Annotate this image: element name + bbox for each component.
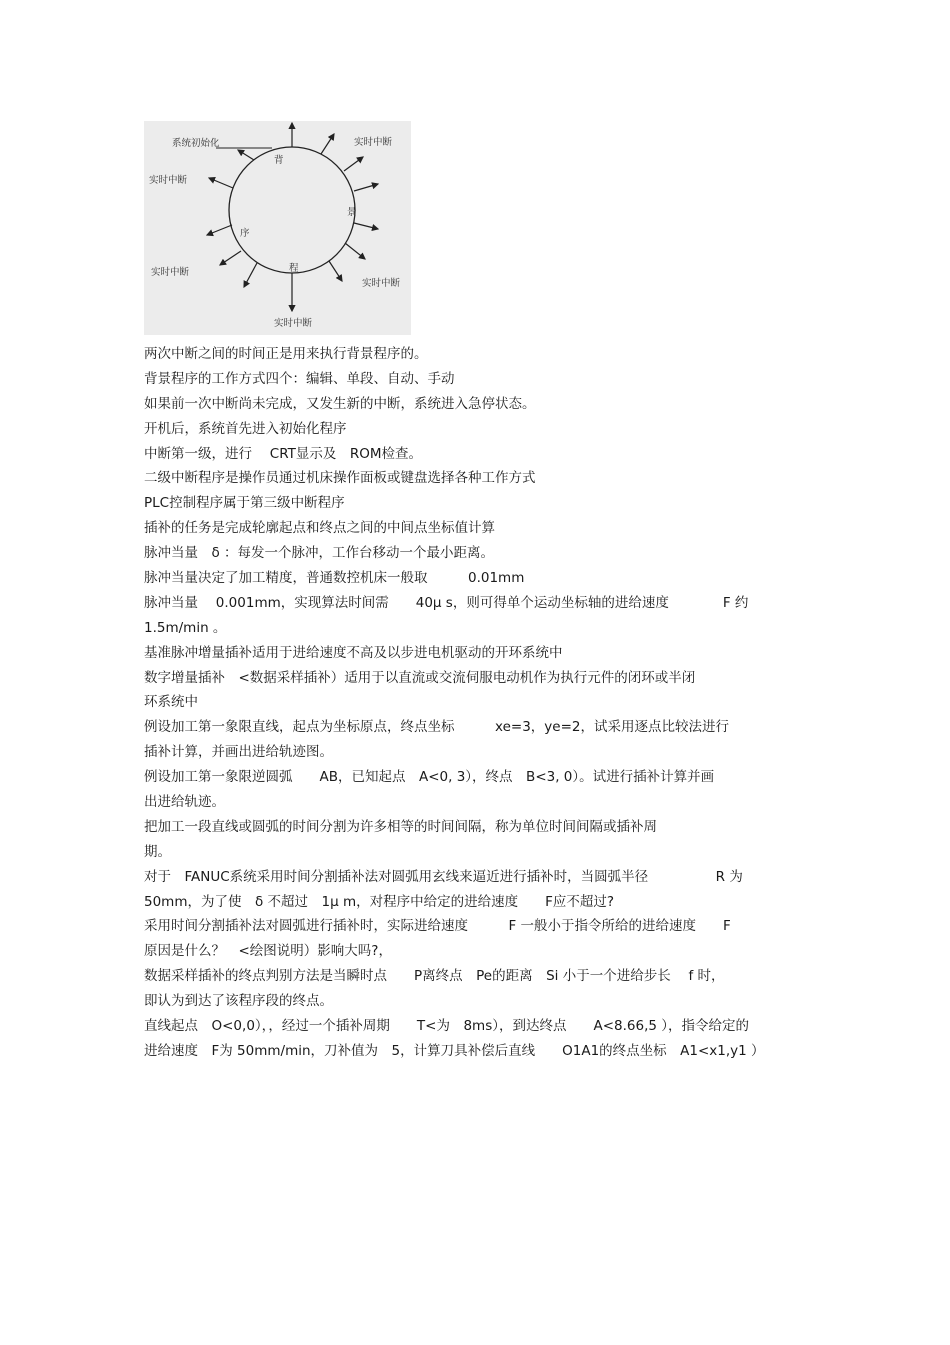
label-bg-char-1: 背	[274, 155, 284, 166]
text-line: 脉冲当量 δ ：每发一个脉冲，工作台移动一个最小距离。	[144, 545, 495, 562]
text-line: 采用时间分割插补法对圆弧进行插补时，实际进给速度 F 一般小于指令所给的进给速度 F	[144, 918, 731, 935]
label-bg-char-4: 序	[240, 228, 250, 239]
label-rt-interrupt-1: 实时中断	[354, 137, 393, 148]
text-line: 把加工一段直线或圆弧的时间分割为许多相等的时间间隔，称为单位时间间隔或插补周	[144, 818, 657, 835]
text-line: 中断第一级，进行 CRT显示及 ROM检查。	[144, 445, 423, 462]
text-line: 数据采样插补的终点判别方法是当瞬时点 P离终点 Pe的距离 Si 小于一个进给步长 f 时，	[144, 968, 725, 985]
text-line: 进给速度 F为 50mm/min，刀补值为 5，计算刀具补偿后直线 O1A1的终点坐标 A1<x1,y1 ）	[144, 1042, 765, 1059]
text-line: 环系统中	[144, 694, 198, 711]
label-rt-interrupt-2: 实时中断	[149, 175, 188, 186]
text-line: 两次中断之间的时间正是用来执行背景程序的。	[144, 346, 428, 362]
text-line: 对于 FANUC系统采用时间分割插补法对圆弧用玄线来逼近进行插补时，当圆弧半径 R 为	[144, 868, 743, 885]
text-line: 数字增量插补 <数据采样插补）适用于以直流或交流伺服电动机作为执行元件的闭环或半闭	[144, 669, 696, 686]
text-line: 例设加工第一象限直线，起点为坐标原点，终点坐标 xe=3，ye=2，试采用逐点比较法进行	[144, 719, 729, 736]
text-line: 直线起点 O<0,0），，经过一个插补周期 T<为 8ms），到达终点 A<8.66,5 ），指令给定的	[144, 1018, 750, 1035]
interrupt-cycle-svg	[144, 121, 411, 335]
label-bg-char-3: 程	[289, 263, 299, 274]
text-line: 插补计算，并画出进给轨迹图。	[144, 744, 333, 761]
text-line: 插补的任务是完成轮廓起点和终点之间的中间点坐标值计算	[144, 520, 495, 537]
text-line: 出进给轨迹。	[144, 794, 225, 811]
text-line: PLC控制程序属于第三级中断程序	[144, 495, 345, 512]
text-line: 例设加工第一象限逆圆弧 AB，已知起点 A<0, 3），终点 B<3, 0）。试进行插补计算并画	[144, 769, 715, 786]
text-line: 原因是什么？ <绘图说明）影响大吗?，	[144, 943, 392, 960]
text-line: 二级中断程序是操作员通过机床操作面板或键盘选择各种工作方式	[144, 470, 536, 487]
background-program-circle	[229, 147, 355, 273]
document-body	[144, 342, 812, 1064]
label-bg-char-2: 景	[347, 207, 357, 218]
label-rt-interrupt-5: 实时中断	[274, 318, 313, 329]
text-line: 如果前一次中断尚未完成，又发生新的中断，系统进入急停状态。	[144, 395, 536, 412]
text-line: 背景程序的工作方式四个：编辑、单段、自动、手动	[144, 370, 455, 387]
text-line: 脉冲当量决定了加工精度，普通数控机床一般取 0.01mm	[144, 570, 525, 587]
text-line: 50mm，为了使 δ 不超过 1μ m，对程序中给定的进给速度 F应不超过?	[144, 893, 615, 910]
label-rt-interrupt-4: 实时中断	[362, 278, 401, 289]
label-system-init: 系统初始化	[172, 138, 220, 149]
text-line: 基准脉冲增量插补适用于进给速度不高及以步进电机驱动的开环系统中	[144, 644, 563, 661]
text-line: 即认为到达了该程序段的终点。	[144, 993, 333, 1010]
text-line: 期。	[144, 843, 171, 860]
text-line: 脉冲当量 0.001mm，实现算法时间需 40μ s，则可得单个运动坐标轴的进给速度 F 约	[144, 594, 749, 611]
text-line: 1.5m/min 。	[144, 619, 227, 636]
text-line: 开机后，系统首先进入初始化程序	[144, 420, 347, 437]
interrupt-diagram	[144, 121, 411, 335]
label-rt-interrupt-3: 实时中断	[151, 267, 190, 278]
